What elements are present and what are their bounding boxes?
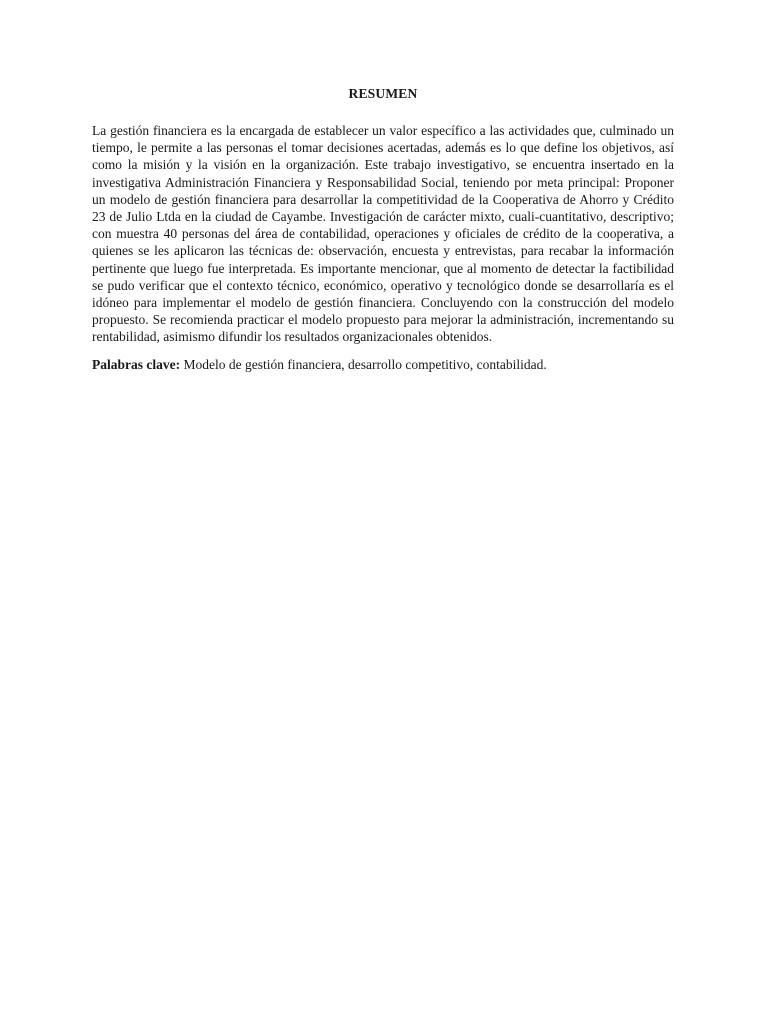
keywords-text: Modelo de gestión financiera, desarrollo competitivo, contabilidad.: [180, 356, 547, 372]
document-page: [92, 86, 674, 373]
abstract-paragraph: La gestión financiera es la encargada de establecer un valor específico a las actividades que, culminado un tiempo, le permite a las personas el tomar decisiones acertadas, además es lo que define los objetivos, así como la misión y la visión en la organización. Este trabajo investigativo, se encuentra insertado en la investigativa Administración Financiera y Responsabilidad Social, teniendo por meta principal: Proponer un modelo de gestión financiera para desarrollar la competitividad de la Cooperativa de Ahorro y Crédito 23 de Julio Ltda en la ciudad de Cayambe. Investigación de carácter mixto, cuali-cuantitativo, descriptivo; con muestra 40 personas del área de contabilidad, operaciones y oficiales de crédito de la cooperativa, a quienes se les aplicaron las técnicas de: observación, encuesta y entrevistas, para recabar la información pertinente que luego fue interpretada. Es importante mencionar, que al momento de detectar la factibilidad se pudo verificar que el contexto técnico, económico, operativo y tecnológico donde se desarrollaría es el idóneo para implementar el modelo de gestión financiera. Concluyendo con la construcción del modelo propuesto. Se recomienda practicar el modelo propuesto para mejorar la administración, incrementando su rentabilidad, asimismo difundir los resultados organizacionales obtenidos.: [92, 123, 674, 345]
keywords-label: Palabras clave:: [92, 356, 181, 372]
keywords-line: [92, 356, 674, 373]
document-title: RESUMEN: [348, 86, 418, 101]
